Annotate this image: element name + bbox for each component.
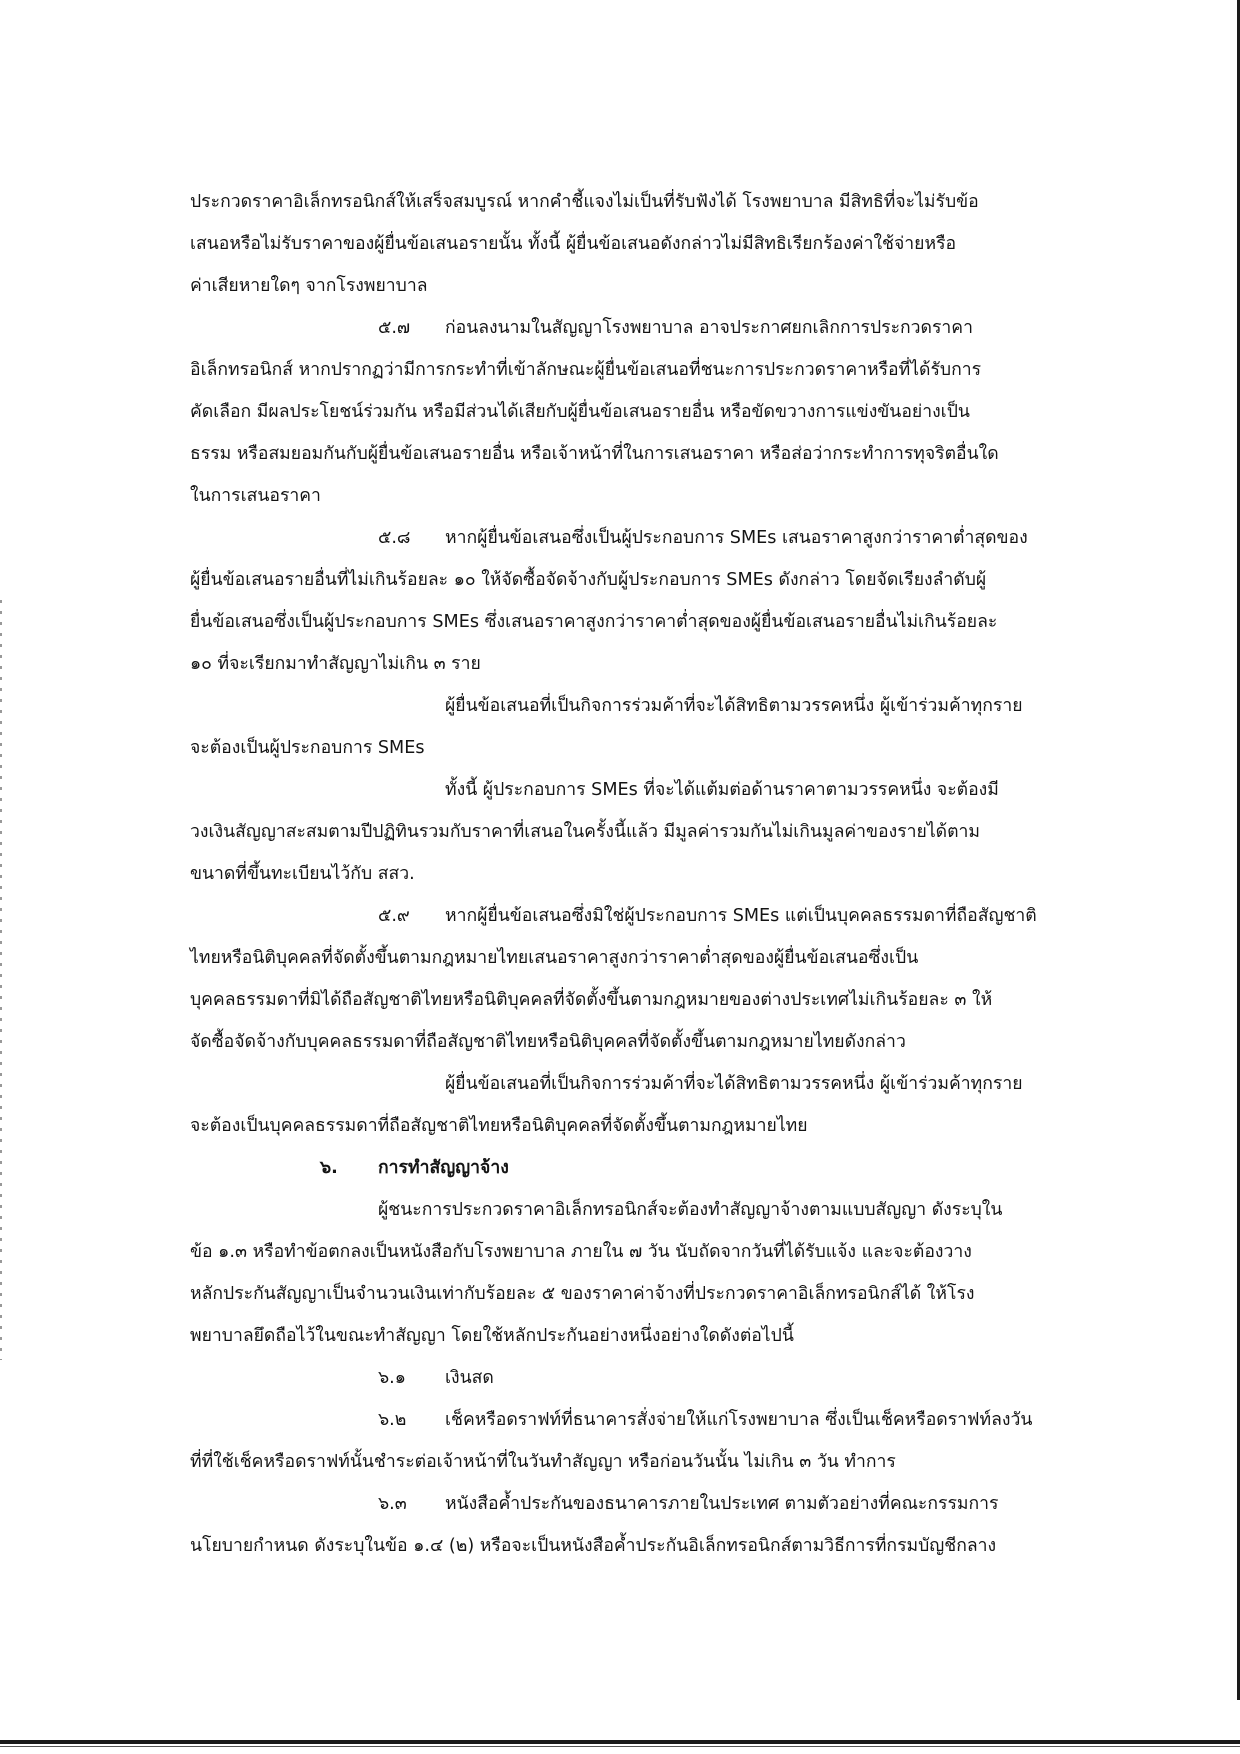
text-line: ผู้ชนะการประกวดราคาอิเล็กทรอนิกส์จะต้องทำสัญญาจ้างตามแบบสัญญา ดังระบุใน (378, 1200, 1003, 1220)
clause-number: ๕.๘ (378, 528, 411, 548)
clause-number: ๕.๗ (378, 318, 411, 338)
text-line: อิเล็กทรอนิกส์ หากปรากฏว่ามีการกระทำที่เข้าลักษณะผู้ยื่นข้อเสนอที่ชนะการประกวดราคาหรือที่ได้รับการ (190, 360, 982, 380)
text-line: ข้อ ๑.๓ หรือทำข้อตกลงเป็นหนังสือกับโรงพยาบาล ภายใน ๗ วัน นับถัดจากวันที่ได้รับแจ้ง และจะต้องวาง (190, 1242, 972, 1262)
text-line: เสนอหรือไม่รับราคาของผู้ยื่นข้อเสนอรายนั้น ทั้งนี้ ผู้ยื่นข้อเสนอดังกล่าวไม่มีสิทธิเรียกร้องค่าใช้จ่ายหรือ (190, 234, 957, 254)
text-line: นโยบายกำหนด ดังระบุในข้อ ๑.๔ (๒) หรือจะเป็นหนังสือค้ำประกันอิเล็กทรอนิกส์ตามวิธีการที่กรมบัญชีกลาง (190, 1536, 997, 1556)
text-line: ผู้ยื่นข้อเสนอที่เป็นกิจการร่วมค้าที่จะได้สิทธิตามวรรคหนึ่ง ผู้เข้าร่วมค้าทุกราย (445, 696, 1023, 716)
text-line: หากผู้ยื่นข้อเสนอซึ่งเป็นผู้ประกอบการ SMEs เสนอราคาสูงกว่าราคาต่ำสุดของ (445, 528, 1028, 548)
text-line: ที่ที่ใช้เช็คหรือดราฟท์นั้นชำระต่อเจ้าหน้าที่ในวันทำสัญญา หรือก่อนวันนั้น ไม่เกิน ๓ วัน ทำการ (190, 1452, 896, 1472)
text-line: จะต้องเป็นบุคคลธรรมดาที่ถือสัญชาติไทยหรือนิติบุคคลที่จัดตั้งขึ้นตามกฎหมายไทย (190, 1116, 808, 1136)
text-line: ก่อนลงนามในสัญญาโรงพยาบาล อาจประกาศยกเลิกการประกวดราคา (445, 318, 973, 338)
text-line: ธรรม หรือสมยอมกันกับผู้ยื่นข้อเสนอรายอื่น หรือเจ้าหน้าที่ในการเสนอราคา หรือส่อว่ากระทำการทุจริตอื่นใด (190, 444, 999, 464)
text-line: ๑๐ ที่จะเรียกมาทำสัญญาไม่เกิน ๓ ราย (190, 654, 481, 674)
text-line: ไทยหรือนิติบุคคลที่จัดตั้งขึ้นตามกฎหมายไทยเสนอราคาสูงกว่าราคาต่ำสุดของผู้ยื่นข้อเสนอซึ่งเป็น (190, 948, 919, 968)
clause-number: ๖.๒ (378, 1410, 407, 1430)
text-line: จะต้องเป็นผู้ประกอบการ SMEs (190, 738, 425, 758)
text-line: จัดซื้อจัดจ้างกับบุคคลธรรมดาที่ถือสัญชาติไทยหรือนิติบุคคลที่จัดตั้งขึ้นตามกฎหมายไทยดังกล่าว (190, 1032, 906, 1052)
text-line: ในการเสนอราคา (190, 486, 321, 506)
text-line: พยาบาลยึดถือไว้ในขณะทำสัญญา โดยใช้หลักประกันอย่างหนึ่งอย่างใดดังต่อไปนี้ (190, 1326, 794, 1346)
text-line: ขนาดที่ขึ้นทะเบียนไว้กับ สสว. (190, 864, 415, 884)
clause-number: ๖.๑ (378, 1368, 406, 1388)
text-line: ทั้งนี้ ผู้ประกอบการ SMEs ที่จะได้แต้มต่อด้านราคาตามวรรคหนึ่ง จะต้องมี (445, 780, 999, 800)
scan-bottom-edge (0, 1740, 1240, 1744)
clause-number: ๖.๓ (378, 1494, 407, 1514)
text-line: เช็คหรือดราฟท์ที่ธนาคารสั่งจ่ายให้แก่โรงพยาบาล ซึ่งเป็นเช็คหรือดราฟท์ลงวัน (445, 1410, 1033, 1430)
clause-number: ๕.๙ (378, 906, 410, 926)
text-line: คัดเลือก มีผลประโยชน์ร่วมกัน หรือมีส่วนได้เสียกับผู้ยื่นข้อเสนอรายอื่น หรือขัดขวางการแข่งขันอย่างเป็น (190, 402, 970, 422)
text-line: ผู้ยื่นข้อเสนอที่เป็นกิจการร่วมค้าที่จะได้สิทธิตามวรรคหนึ่ง ผู้เข้าร่วมค้าทุกราย (445, 1074, 1023, 1094)
text-line: เงินสด (445, 1368, 494, 1388)
text-line: วงเงินสัญญาสะสมตามปีปฏิทินรวมกับราคาที่เสนอในครั้งนี้แล้ว มีมูลค่ารวมกันไม่เกินมูลค่าของรายได้ตาม (190, 822, 981, 842)
text-line: บุคคลธรรมดาที่มิได้ถือสัญชาติไทยหรือนิติบุคคลที่จัดตั้งขึ้นตามกฎหมายของต่างประเทศไม่เกินร้อยละ ๓ ให้ (190, 990, 993, 1010)
text-line: ยื่นข้อเสนอซึ่งเป็นผู้ประกอบการ SMEs ซึ่งเสนอราคาสูงกว่าราคาต่ำสุดของผู้ยื่นข้อเสนอรายอื่นไม่เกินร้อยละ (190, 612, 998, 632)
text-line: ผู้ยื่นข้อเสนอรายอื่นที่ไม่เกินร้อยละ ๑๐ ให้จัดซื้อจัดจ้างกับผู้ประกอบการ SMEs ดังกล่าว โดยจัดเรียงลำดับผู้ (190, 570, 987, 590)
text-line: หากผู้ยื่นข้อเสนอซึ่งมิใช่ผู้ประกอบการ SMEs แต่เป็นบุคคลธรรมดาที่ถือสัญชาติ (445, 906, 1037, 926)
section-number: ๖. (320, 1158, 338, 1178)
scan-bottom-edge-thin (0, 1746, 1240, 1747)
text-line: หลักประกันสัญญาเป็นจำนวนเงินเท่ากับร้อยละ ๕ ของราคาค่าจ้างที่ประกวดราคาอิเล็กทรอนิกส์ได้ ให้โรง (190, 1284, 975, 1304)
section-heading: การทำสัญญาจ้าง (378, 1158, 509, 1178)
text-line: ประกวดราคาอิเล็กทรอนิกส์ให้เสร็จสมบูรณ์ หากคำชี้แจงไม่เป็นที่รับฟังได้ โรงพยาบาล มีสิทธิที่จะไม่รับข้อ (190, 192, 979, 212)
text-line: ค่าเสียหายใดๆ จากโรงพยาบาล (190, 276, 428, 296)
text-line: หนังสือค้ำประกันของธนาคารภายในประเทศ ตามตัวอย่างที่คณะกรรมการ (445, 1494, 999, 1514)
